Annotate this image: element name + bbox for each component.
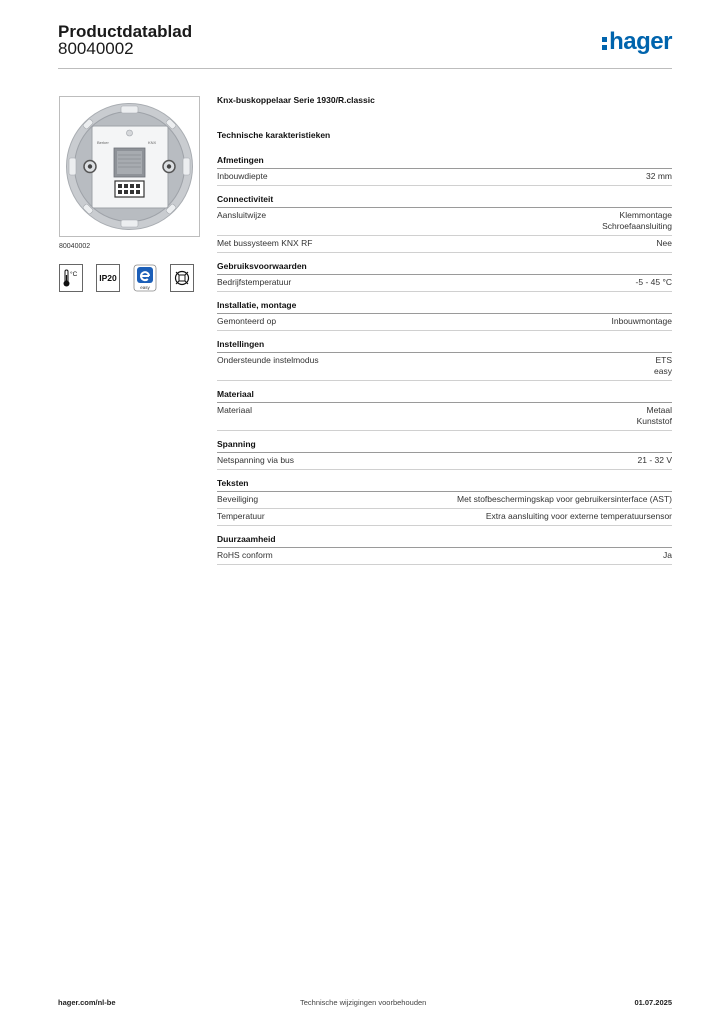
spec-row	[217, 403, 672, 431]
spec-row	[217, 236, 672, 253]
temperature-unit-label: °C	[70, 271, 78, 278]
spec-label: RoHS conform	[217, 550, 273, 560]
spec-label: Netspanning via bus	[217, 455, 295, 465]
section-materiaal	[217, 389, 672, 431]
spec-value: 21 - 32 V	[637, 455, 672, 465]
spec-value: Metaal Kunststof	[636, 405, 672, 426]
easy-icon	[133, 264, 157, 292]
spec-label: Inbouwdiepte	[217, 171, 268, 181]
spec-value: Inbouwmontage	[611, 316, 672, 326]
feature-icons	[59, 264, 194, 292]
spec-content	[217, 95, 672, 573]
spec-row	[217, 548, 672, 565]
product-code: 80040002	[58, 39, 134, 58]
section-instellingen	[217, 339, 672, 381]
section-afmetingen	[217, 155, 672, 186]
spec-row	[217, 275, 672, 292]
spec-row	[217, 453, 672, 470]
section-gebruiksvoorwaarden	[217, 261, 672, 292]
spec-value: Met stofbeschermingskap voor gebruikersinterface (AST)	[457, 494, 672, 504]
footer-disclaimer: Technische wijzigingen voorbehouden	[300, 998, 427, 1007]
image-caption: 80040002	[59, 243, 91, 250]
logo-dots-icon	[602, 35, 607, 50]
spec-row	[217, 492, 672, 509]
section-title: Afmetingen	[217, 155, 672, 169]
spec-value: 32 mm	[646, 171, 672, 181]
spec-value: ETS easy	[654, 355, 672, 376]
section-title: Spanning	[217, 439, 672, 453]
flush-mount-icon	[170, 264, 194, 292]
section-title: Gebruiksvoorwaarden	[217, 261, 672, 275]
spec-label: Temperatuur	[217, 511, 265, 521]
section-connectiviteit	[217, 194, 672, 253]
spec-label: Gemonteerd op	[217, 316, 277, 326]
spec-value: Klemmontage Schroefaansluiting	[602, 210, 672, 231]
spec-value: Nee	[656, 238, 672, 248]
spec-row	[217, 314, 672, 331]
spec-label: Ondersteunde instelmodus	[217, 355, 319, 365]
footer-website-link[interactable]: hager.com/nl-be	[58, 998, 116, 1007]
section-title: Duurzaamheid	[217, 534, 672, 548]
section-duurzaamheid	[217, 534, 672, 565]
section-title: Materiaal	[217, 389, 672, 403]
spec-label: Met bussysteem KNX RF	[217, 238, 313, 248]
section-title: Instellingen	[217, 339, 672, 353]
spec-row	[217, 509, 672, 526]
section-title: Connectiviteit	[217, 194, 672, 208]
section-title: Teksten	[217, 478, 672, 492]
spec-label: Aansluitwijze	[217, 210, 267, 220]
section-title: Installatie, montage	[217, 300, 672, 314]
spec-label: Materiaal	[217, 405, 252, 415]
spec-value: Extra aansluiting voor externe temperatuursensor	[485, 511, 672, 521]
product-name: Knx-buskoppelaar Serie 1930/R.classic	[217, 95, 375, 105]
section-installatie	[217, 300, 672, 331]
spec-row	[217, 208, 672, 236]
device-brand-label: Berker	[97, 140, 109, 145]
hager-logo[interactable]	[602, 28, 672, 56]
page-header	[58, 22, 672, 70]
bus-coupler-illustration	[60, 97, 199, 236]
spec-row	[217, 353, 672, 381]
footer-date: 01.07.2025	[634, 998, 672, 1007]
spec-value: -5 - 45 °C	[635, 277, 672, 287]
ip20-icon	[96, 264, 120, 292]
spec-value: Ja	[663, 550, 672, 560]
device-knx-label: KNX	[148, 140, 157, 145]
spec-label: Beveiliging	[217, 494, 259, 504]
logo-text: hager	[609, 28, 672, 55]
temperature-icon	[59, 264, 83, 292]
section-spanning	[217, 439, 672, 470]
easy-label: easy	[140, 285, 150, 290]
page-title: Productdatablad	[58, 22, 193, 41]
header-divider	[58, 68, 672, 69]
ip20-label: IP20	[99, 273, 117, 283]
spec-row	[217, 169, 672, 186]
section-teksten	[217, 478, 672, 526]
spec-label: Bedrijfstemperatuur	[217, 277, 292, 287]
product-image	[59, 96, 200, 237]
technical-heading: Technische karakteristieken	[217, 130, 331, 140]
